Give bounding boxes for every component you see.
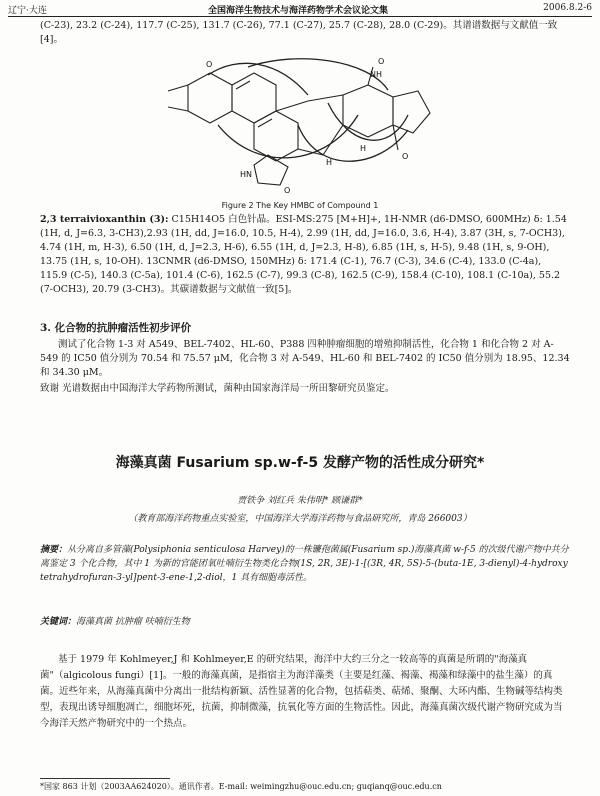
ring-c	[254, 111, 298, 161]
section-3-body	[40, 338, 570, 396]
keywords-text: 海藻真菌 抗肿瘤 呋喃衍生物	[76, 617, 190, 627]
atom-label: O	[378, 57, 385, 66]
acknowledgement: 致谢 光谱数据由中国海洋大学药物所测试，菌种由国家海洋局一所田黎研究员鉴定。	[40, 383, 395, 394]
compound3-formula: C15H14O5	[171, 214, 226, 225]
header-location: 辽宁·大连	[8, 6, 47, 16]
diketopiperazine-ring	[343, 85, 393, 137]
atom-label: O	[284, 186, 291, 195]
keywords	[40, 614, 570, 627]
figure-caption: Figure 2 The Key HMBC of Compound 1	[221, 201, 379, 210]
compound3-data: 白色针晶。ESI-MS:275 [M+H]+, 1H-NMR (d6-DMSO, 600MHz) δ: 1.54 (1H, d, J=6.3, 3-CH3),2.93 (1H, dd, J=16.0, 10.5, H-4), 2.99 (1H, dd, J=16.0, 3.6, H-4), 3.87 (3H, s, 7-OCH3), 4.74 (1H, m, H-3), 6.50 (1H, d, J=2.3, H-6), 6.55 (1H, d, J=2.3, H-8), 6.85 (1H, s, H-5), 9.48 (1H, s, 9-OH), 13.75 (1H, s, 10-OH). 13CNMR (d6-DMSO, 150MHz) δ: 171.4 (C-1), 76.7 (C-3), 34.6 (C-4), 133.0 (C-4a), 115.9 (C-5), 140.3 (C-5a), 101.4 (C-6), 162.5 (C-7), 99.3 (C-8), 162.5 (C-9), 158.4 (C-10), 108.1 (C-10a), 55.2 (7-OCH3), 20.79 (3-CH3)。其碳谱数据与文献值一致[5]。	[40, 214, 567, 295]
introduction-text: 基于 1979 年 Kohlmeyer,J 和 Kohlmeyer,E 的研究结果，海洋中大约三分之一较高等的真菌是所谓的"海藻真菌"（algicolous fungi）[1]。一般的海藻真菌，是指宿主为海洋藻类（主要是红藻、褐藻、褐藻和绿藻中的盐生藻）的真菌。近些年来，从海藻真菌中分离出一批结构新颖、活性显著的化合物，包括萜类、萜烯、聚酮、大环内酯、生物碱等结构类型，表现出诱导细胞凋亡，细胞坏死，抗菌，抑制微藻，抗氧化等方面的生物活性。因此，海藻真菌次级代谢产物研究成为当今海洋天然产物研究中的一个热点。	[40, 654, 563, 729]
compound3-name: 2,3 terraivioxanthin (3):	[40, 214, 169, 225]
atom-label: H	[326, 158, 333, 167]
running-header	[8, 3, 592, 17]
continuation-paragraph	[40, 19, 570, 47]
abstract	[40, 543, 570, 585]
atom-label: O	[402, 152, 409, 161]
compound3-paragraph	[40, 213, 570, 297]
keywords-label: 关键词：	[40, 617, 77, 627]
ring-b	[232, 73, 276, 123]
pyrrolidine-ring	[393, 91, 430, 133]
atom-label: NH	[370, 70, 382, 79]
ring-a	[188, 73, 232, 123]
atom-label: HN	[240, 170, 252, 179]
footnote: *国家 863 计划（2003AA624020）。通讯作者。E-mail: weimingzhu@ouc.edu.cn; guqianq@ouc.edu.cn	[40, 782, 442, 791]
lactam-ring	[254, 155, 288, 185]
atom-label: H	[360, 144, 367, 153]
header-date: 2006.8.2-6	[543, 3, 592, 13]
section-3-text: 测试了化合物 1-3 对 A549、BEL-7402、HL-60、P388 四种肿瘤细胞的增殖抑制活性，化合物 1 和化合物 2 对 A-549 的 IC50 值分别为 70.54 和 75.57 μM，化合物 3 对 A-549、HL-60 和 BEL-7402 的 IC50 值分别为 18.95、12.34 和 34.30 μM。	[40, 339, 570, 378]
hmbc-structure-figure	[148, 55, 448, 195]
section-3-heading: 3. 化合物的抗肿瘤活性初步评价	[40, 322, 192, 334]
article-title: 海藻真菌 Fusarium sp.w-f-5 发酵产物的活性成分研究*	[115, 455, 485, 471]
article-authors: 贾铁争 刘红兵 朱伟明* 顾谦群*	[237, 496, 363, 506]
abstract-text: 从分离自多管藻(Polysiphonia senticulosa Harvey)的一株镰孢菌属(Fusarium sp.)海藻真菌 w-f-5 的次级代谢产物中共分离鉴定 3 个化合物，其中 1 为新的官能团氧吐喃衍生物类化合物(1S, 2R, 3E)-1-[(3R, 4R, 5S)-5-(buta-1E, 3-dienyl)-4-hydroxy tetrahydrofuran-3-yl]pent-3-ene-1,2-diol，1 具有细胞毒活性。	[40, 545, 569, 583]
footnote-rule	[40, 778, 170, 779]
introduction-paragraph	[40, 652, 570, 732]
header-rule	[8, 16, 592, 17]
header-proceedings: 全国海洋生物技术与海洋药物学术会议论文集	[207, 6, 388, 16]
continuation-text: (C-23), 23.2 (C-24), 117.7 (C-25), 131.7 (C-26), 77.1 (C-27), 25.7 (C-28), 28.0 (C-29)。其谱谱数据与文献值一致[4]。	[40, 20, 558, 45]
abstract-label: 摘要：	[40, 545, 68, 555]
article-affiliation: （教育部海洋药物重点实验室，中国海洋大学海洋药物与食品研究所，青岛 266003）	[128, 514, 472, 524]
atom-label: O	[206, 60, 213, 69]
